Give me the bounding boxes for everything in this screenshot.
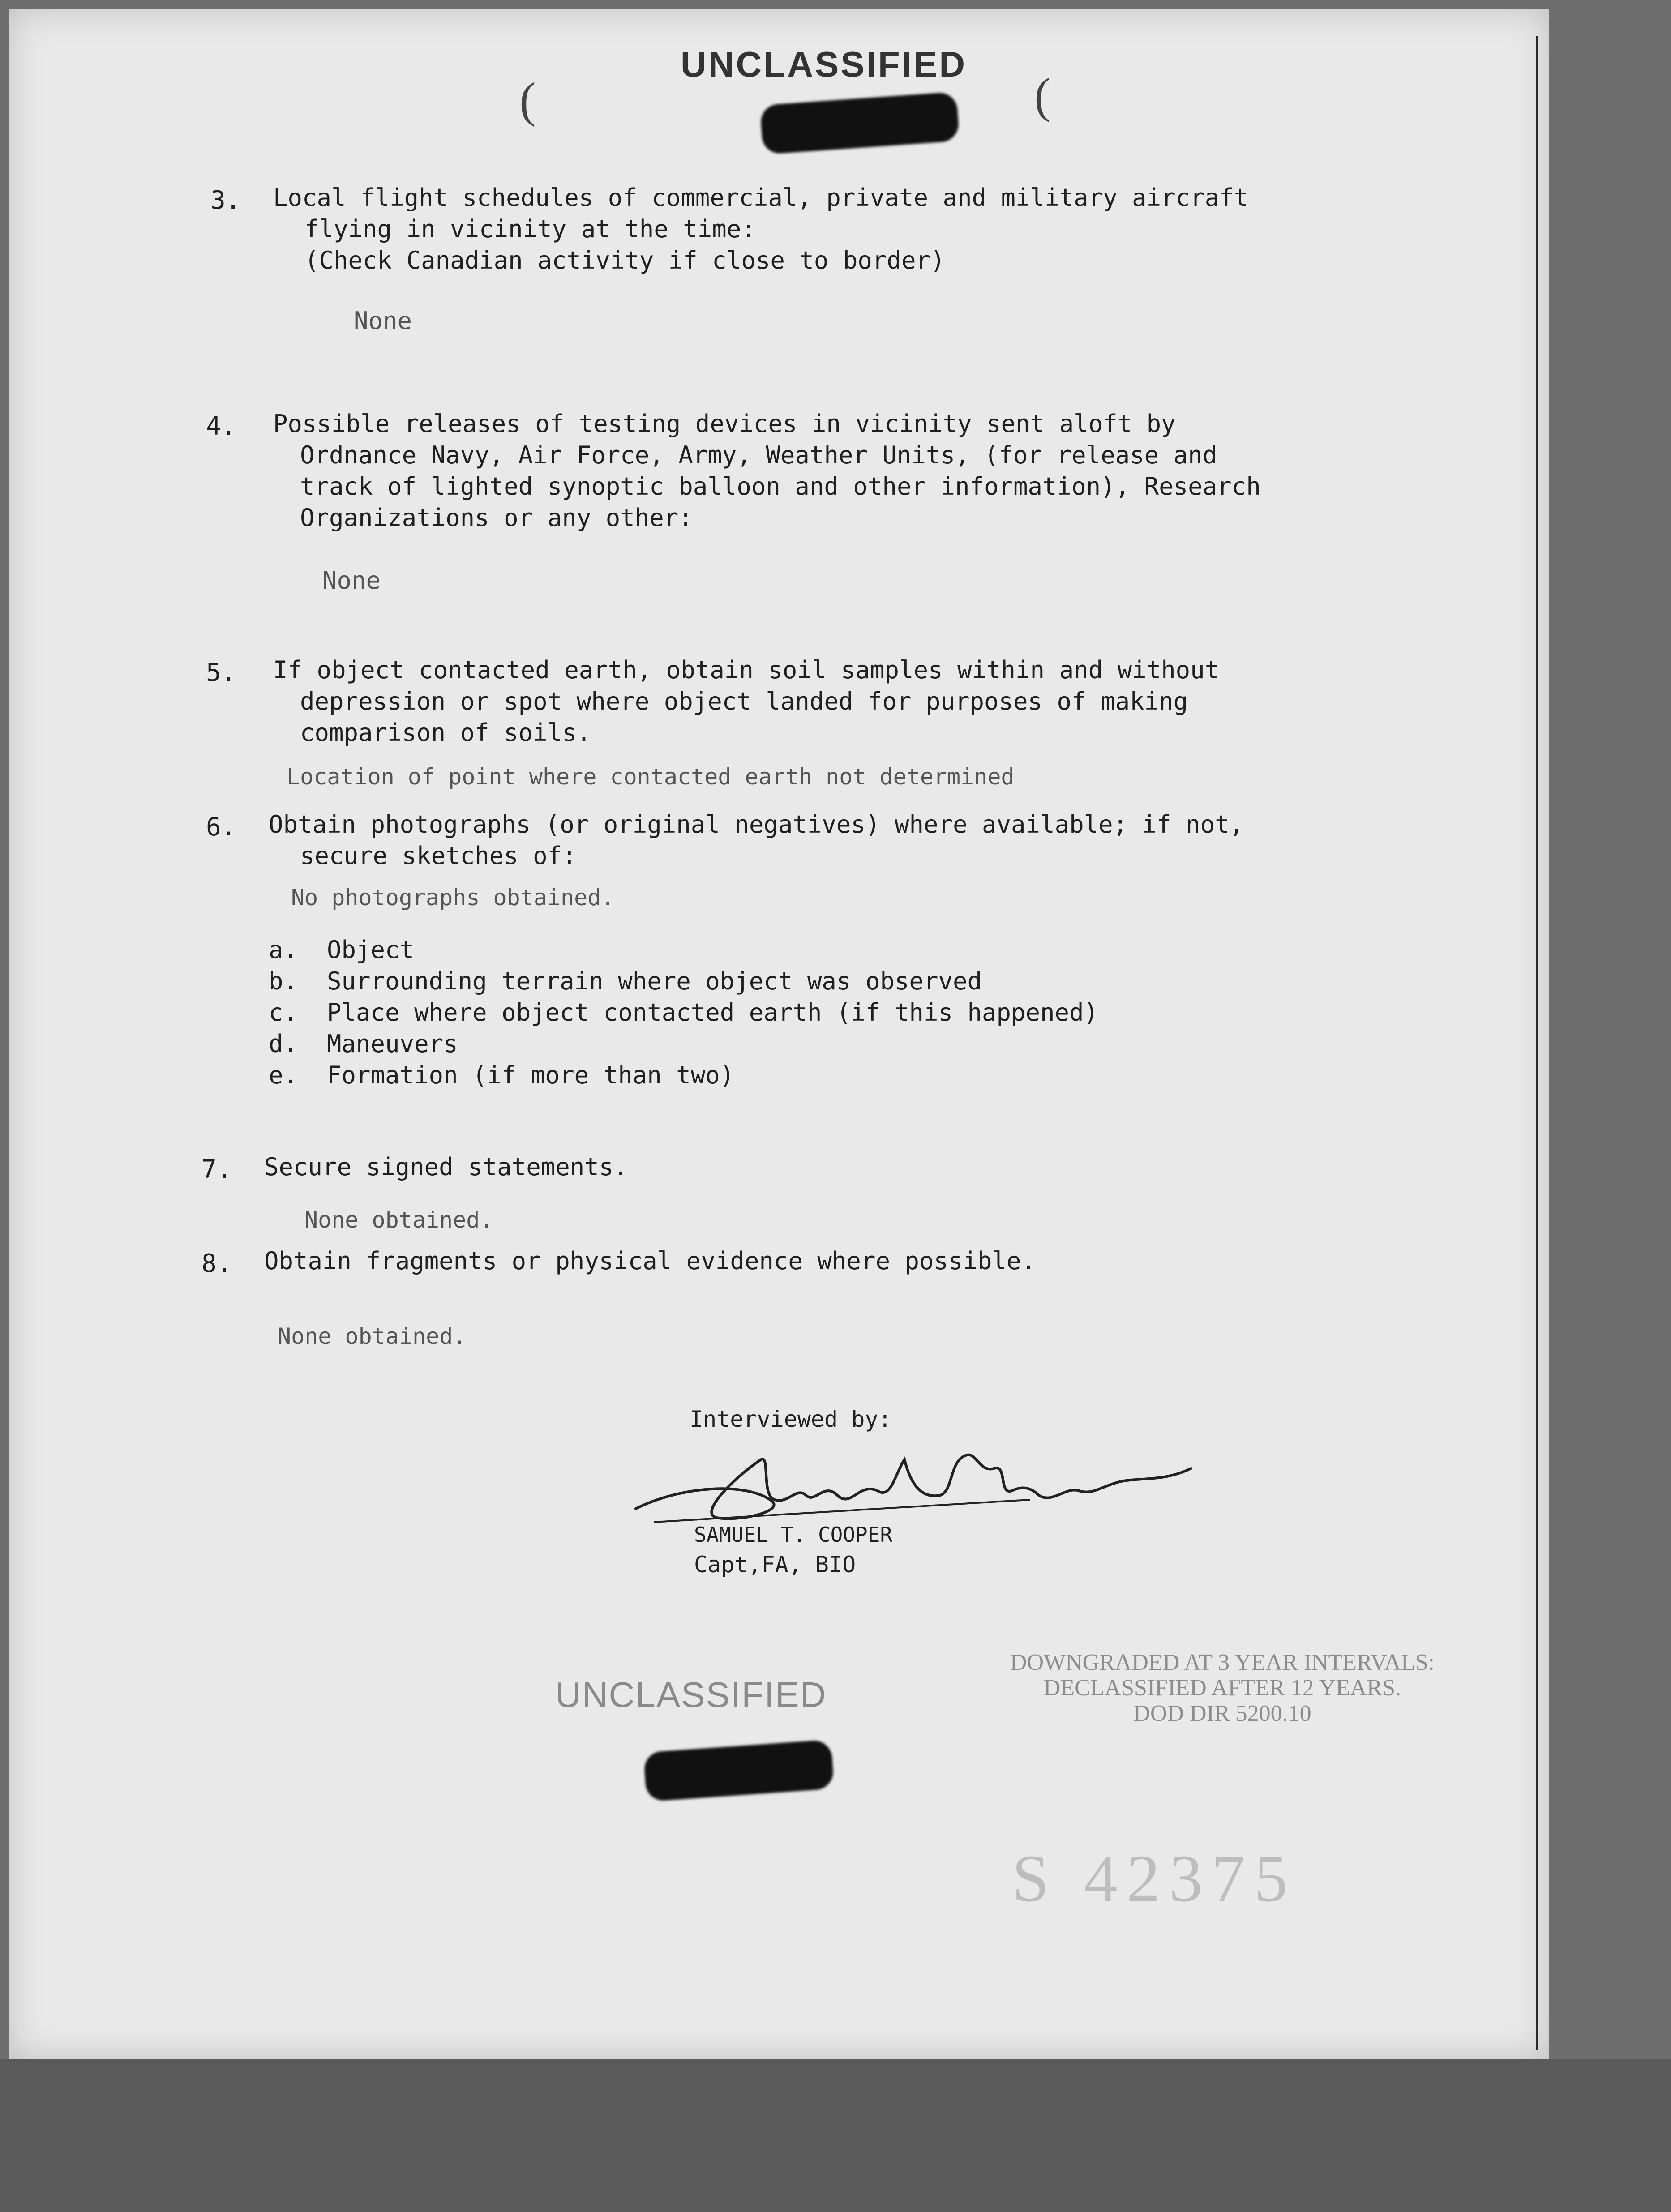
item-4-line-2: Ordnance Navy, Air Force, Army, Weather Units, (for release and	[300, 441, 1217, 469]
item-4-line-1: Possible releases of testing devices in vicinity sent aloft by	[273, 410, 1176, 438]
downgrade-line-2: DECLASSIFIED AFTER 12 YEARS.	[1043, 1675, 1401, 1701]
subitem-d-letter: d.	[269, 1030, 298, 1058]
item-3-line-1: Local flight schedules of commercial, private and military aircraft	[273, 184, 1249, 212]
item-4-line-4: Organizations or any other:	[300, 504, 693, 532]
item-5-number: 5.	[206, 658, 236, 687]
subitem-d-text: Maneuvers	[327, 1030, 458, 1058]
subitem-b-letter: b.	[269, 967, 298, 995]
item-3-number: 3.	[210, 186, 241, 215]
item-6-number: 6.	[206, 813, 236, 842]
downgrade-line-1: DOWNGRADED AT 3 YEAR INTERVALS:	[1010, 1650, 1435, 1675]
subitem-e-text: Formation (if more than two)	[327, 1061, 735, 1089]
item-5-line-3: comparison of soils.	[300, 719, 591, 747]
subitem-a-letter: a.	[269, 936, 298, 964]
signer-name: SAMUEL T. COOPER	[694, 1523, 893, 1547]
subitem-c-text: Place where object contacted earth (if this happened)	[327, 998, 1099, 1027]
downgrade-stamp	[927, 1650, 1518, 1727]
document-page	[9, 9, 1549, 2059]
item-4-answer: None	[322, 566, 381, 595]
item-5-answer: Location of point where contacted earth not determined	[287, 764, 1015, 790]
item-7-number: 7.	[201, 1155, 232, 1184]
interviewed-by-label: Interviewed by:	[690, 1406, 892, 1432]
item-7-line-1: Secure signed statements.	[264, 1153, 628, 1181]
paren-right: (	[1034, 68, 1051, 123]
item-4-number: 4.	[206, 412, 236, 441]
item-6-answer: No photographs obtained.	[291, 885, 615, 911]
item-8-number: 8.	[201, 1249, 232, 1278]
paren-left: (	[519, 73, 536, 127]
item-3-line-2: flying in vicinity at the time:	[304, 215, 756, 243]
downgrade-line-3: DOD DIR 5200.10	[1133, 1701, 1311, 1727]
underlying-sheet	[0, 2059, 1671, 2212]
item-4-line-3: track of lighted synoptic balloon and other information), Research	[300, 472, 1261, 501]
item-6-line-2: secure sketches of:	[300, 842, 577, 870]
subitem-b-text: Surrounding terrain where object was observed	[327, 967, 982, 995]
item-3-line-3: (Check Canadian activity if close to border)	[304, 246, 945, 274]
item-5-line-2: depression or spot where object landed for purposes of making	[300, 687, 1188, 715]
redaction-top	[760, 92, 960, 154]
item-8-answer: None obtained.	[278, 1323, 467, 1349]
page-edge	[1536, 36, 1538, 2050]
classification-stamp-bottom: UNCLASSIFIED	[555, 1675, 827, 1715]
signer-title: Capt,FA, BIO	[694, 1552, 856, 1578]
item-7-answer: None obtained.	[304, 1207, 493, 1233]
redaction-bottom	[643, 1739, 835, 1801]
item-6-line-1: Obtain photographs (or original negatives) where available; if not,	[269, 810, 1244, 839]
classification-stamp-top: UNCLASSIFIED	[681, 44, 967, 84]
item-5-line-1: If object contacted earth, obtain soil samples within and without	[273, 656, 1220, 684]
subitem-e-letter: e.	[269, 1061, 298, 1089]
item-8-line-1: Obtain fragments or physical evidence where possible.	[264, 1247, 1036, 1275]
item-3-answer: None	[354, 307, 412, 335]
document-number: S 42375	[1012, 1841, 1297, 1916]
subitem-a-text: Object	[327, 936, 415, 964]
subitem-c-letter: c.	[269, 998, 298, 1027]
